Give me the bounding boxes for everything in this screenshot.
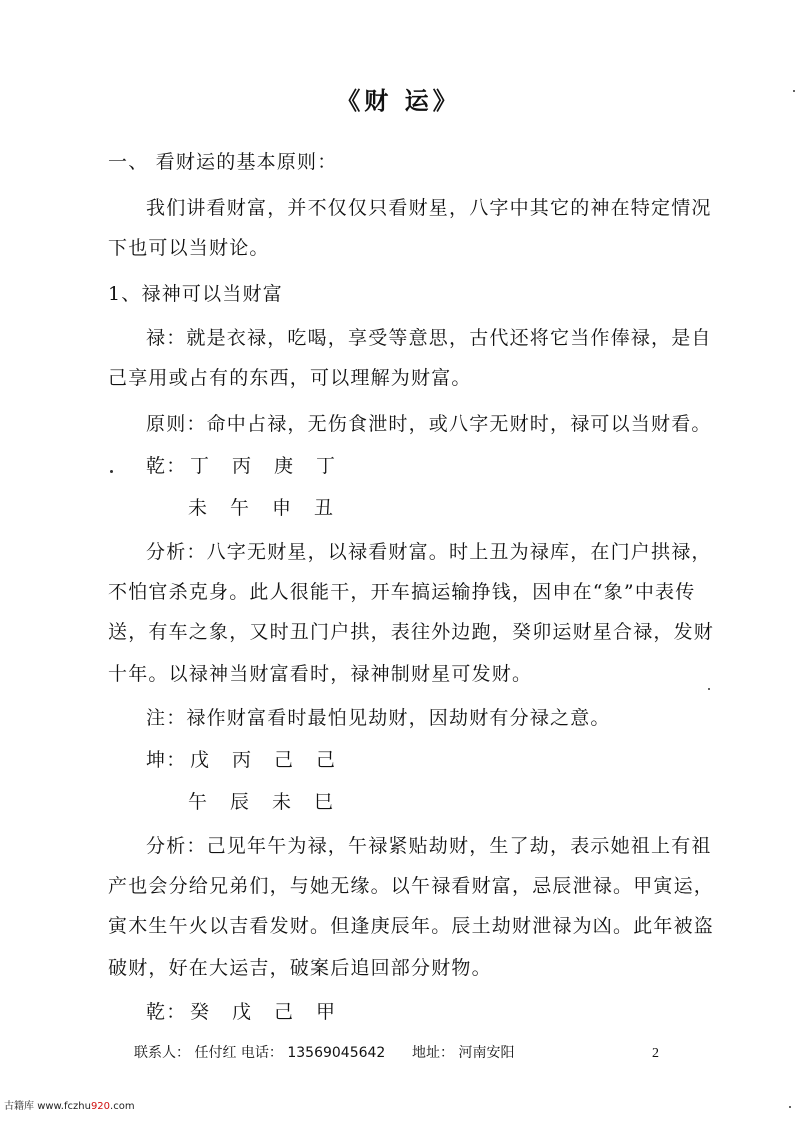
bazi-example-2-branches <box>188 790 356 814</box>
watermark <box>4 1100 135 1114</box>
bazi-example-1-stems <box>146 454 358 478</box>
analysis-2-line-3: 寅木生午火以吉看发财。但逢庚辰年。辰土劫财泄禄为凶。此年被盗 <box>108 915 715 937</box>
bazi-char: 戊 <box>232 1001 253 1023</box>
bazi-char: 戊 <box>190 749 211 771</box>
analysis-2-line-1: 分析：己见年午为禄，午禄紧贴劫财，生了劫，表示她祖上有祖 <box>146 835 712 857</box>
bazi-char: 未 <box>188 497 209 519</box>
analysis-1-line-1: 分析：八字无财星，以禄看财富。时上丑为禄库，在门户拱禄， <box>146 541 712 563</box>
bazi-example-3-stems <box>146 1000 358 1024</box>
lu-definition-line-2: 己享用或占有的东西，可以理解为财富。 <box>108 367 472 389</box>
bazi-char: 甲 <box>316 1001 337 1023</box>
bazi-label: 乾： <box>146 455 187 477</box>
footer-address: 地址： 河南安阳 <box>412 1045 515 1061</box>
bazi-char: 巳 <box>314 791 335 813</box>
bazi-label: 乾： <box>146 1001 187 1023</box>
bazi-char: 丁 <box>316 455 337 477</box>
bazi-char: 庚 <box>274 455 295 477</box>
principle-text: 原则：命中占禄，无伤食泄时，或八字无财时，禄可以当财看。 <box>146 413 712 435</box>
bazi-char: 午 <box>188 791 209 813</box>
page-number: 2 <box>652 1046 659 1061</box>
bazi-char: 辰 <box>230 791 251 813</box>
scan-speck <box>708 688 710 690</box>
analysis-1-line-3: 送，有车之象，又时丑门户拱，表往外边跑，癸卯运财星合禄，发财 <box>108 621 715 643</box>
bazi-char: 丙 <box>232 749 253 771</box>
bazi-label: 坤： <box>146 749 187 771</box>
section-heading: 一、 看财运的基本原则： <box>108 151 338 173</box>
bazi-char: 丑 <box>314 497 335 519</box>
bazi-example-2-stems <box>146 748 358 772</box>
scan-speck <box>110 470 113 473</box>
bazi-char: 己 <box>316 749 337 771</box>
analysis-2-line-4: 破财，好在大运吉，破案后追回部分财物。 <box>108 957 492 979</box>
scan-speck <box>789 1106 791 1108</box>
analysis-1-line-2: 不怕官杀克身。此人很能干，开车搞运输挣钱，因申在“象”中表传 <box>108 581 696 603</box>
intro-line-1: 我们讲看财富，并不仅仅只看财星，八字中其它的神在特定情况 <box>146 197 712 219</box>
note-text: 注：禄作财富看时最怕见劫财，因劫财有分禄之意。 <box>146 707 611 729</box>
page-title: 《财 运》 <box>336 86 461 115</box>
intro-line-2: 下也可以当财论。 <box>108 237 270 259</box>
watermark-url <box>37 1101 134 1112</box>
bazi-example-1-branches <box>188 496 356 520</box>
analysis-2-line-2: 产也会分给兄弟们，与她无缘。以午禄看财富，忌辰泄禄。甲寅运， <box>108 875 715 897</box>
bazi-char: 午 <box>230 497 251 519</box>
watermark-site-name: 古籍库 <box>4 1101 34 1112</box>
watermark-url-number: 920 <box>90 1101 111 1112</box>
footer-contact: 联系人： 任付红 电话： 13569045642 <box>134 1045 386 1061</box>
bazi-char: 丙 <box>232 455 253 477</box>
watermark-url-suffix: .com <box>110 1101 135 1112</box>
bazi-char: 癸 <box>190 1001 211 1023</box>
lu-definition-line-1: 禄：就是衣禄，吃喝，享受等意思，古代还将它当作俸禄，是自 <box>146 327 712 349</box>
bazi-char: 未 <box>272 791 293 813</box>
bazi-char: 丁 <box>190 455 211 477</box>
scan-speck <box>793 90 795 92</box>
subsection-heading: 1、禄神可以当财富 <box>108 283 283 305</box>
bazi-char: 申 <box>272 497 293 519</box>
bazi-char: 己 <box>274 749 295 771</box>
watermark-url-prefix: www.fczhu <box>37 1101 91 1112</box>
analysis-1-line-4: 十年。以禄神当财富看时，禄神制财星可发财。 <box>108 663 533 685</box>
bazi-char: 己 <box>274 1001 295 1023</box>
